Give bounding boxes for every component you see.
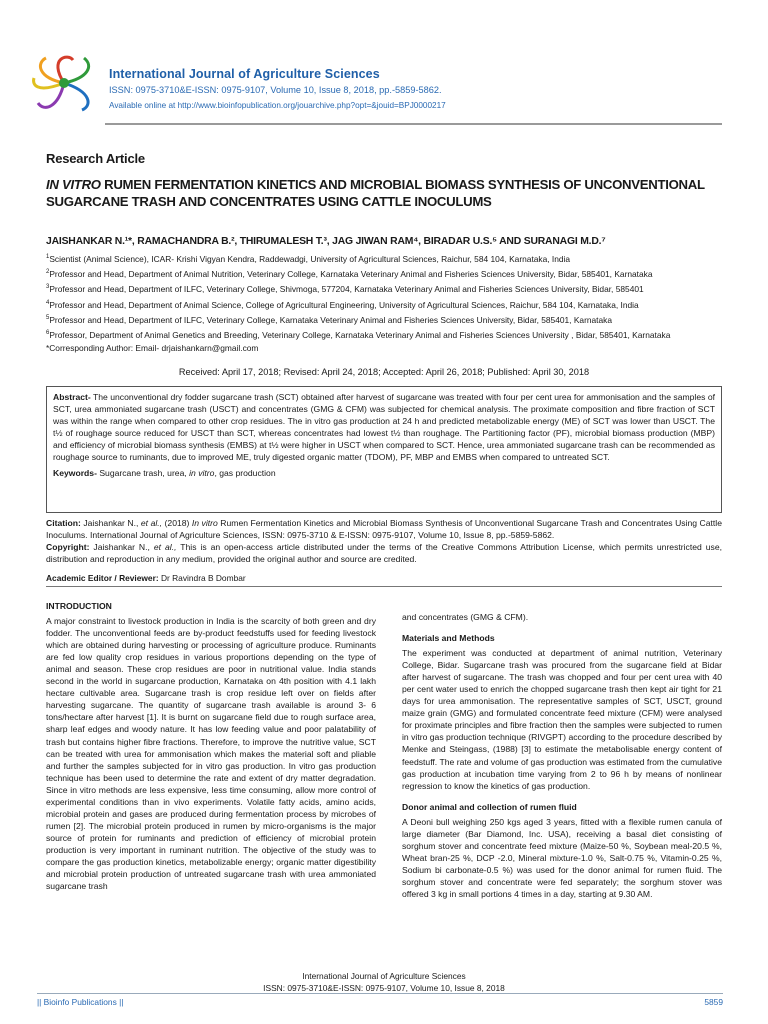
affiliation: $^6$Professor, Department of Animal Genetics and Breeding, Veterinary College, Karnataka Veterinary Animal and Fisheries Sciences University , Bidar, 585401, Karnataka (46, 329, 671, 340)
publication-dates: Received: April 17, 2018; Revised: April 24, 2018; Accepted: April 26, 2018; Published: April 30, 2018 (178, 367, 590, 377)
donor-animal-heading: Donor animal and collection of rumen fluid (402, 801, 577, 812)
article-title-italic: IN VITRO (46, 177, 101, 192)
abstract: Abstract- The unconventional dry fodder sugarcane trash (SCT) obtained after harvest of sugarcane was treated with four per cent urea for ammonisation and the samples of SCT, urea ammoniated sugarcane trash (USCT) and concentrates (GMG & CFM) was subjected for chemical analysis. The proximate composition and fibre fraction of SCT was within the range when compared to other crop residues. The in vitro gas production at 24 h and predicted metabolizable energy (ME) of SCT was lower than USCT. The t½ of roughage source reduced for USCT than SCT, whereas concentrates had lowest t½ than roughage. The Partitioning factor (PF), microbial biomass production (MBP) and efficiency of microbial biomass synthesis (EMBS) at t½ were higher in USCT when compared to SCT. Hence, urea ammoniated sugarcane trash can be recommended as roughage source to ruminants, due to improved ME, truly digested organic matter (TDOM), PF, MBP and EMBS when compared to untreated SCT. (53, 392, 715, 462)
materials-methods-heading: Materials and Methods (402, 633, 495, 644)
citation-block (46, 517, 722, 565)
affiliations (46, 251, 736, 356)
footer-journal: International Journal of Agriculture Sciences (302, 971, 466, 981)
corresponding-author: *Corresponding Author: Email- drjaishankarn@gmail.com (46, 343, 259, 354)
left-column (46, 600, 376, 892)
article-title-rest: RUMEN FERMENTATION KINETICS AND MICROBIAL BIOMASS SYNTHESIS OF UNCONVENTIONAL SUGARCANE TRASH AND CONCENTRATES USING CATTLE INOCULUMS (46, 177, 705, 209)
article-title (46, 176, 726, 210)
header-rule (105, 123, 722, 125)
affiliation: $^5$Professor and Head, Department of ILFC, Veterinary College, Karnataka Veterinary Animal and Fisheries Sciences University, Bidar, 585401, Karnataka (46, 314, 612, 325)
right-column (402, 611, 722, 900)
page-footer (0, 970, 768, 994)
citation: Citation: Jaishankar N., et al., (2018) In vitro Rumen Fermentation Kinetics and Microbial Biomass Synthesis of Unconventional Sugarcane Trash and Concentrates Using Cattle Inoculums. International Journal of Agriculture Sciences, ISSN: 0975-3710 & E-ISSN: 0975-9107, Volume 10, Issue 8, pp.-5859-5862. (46, 518, 722, 540)
affiliation: $^2$Professor and Head, Department of Animal Nutrition, Veterinary College, Karnataka Veterinary Animal and Fisheries Sciences University, Bidar, 585401, Karnataka (46, 269, 653, 279)
affiliation: $^4$Professor and Head, Department of Animal Science, College of Agricultural Engineering, University of Agricultural Sciences, Raichur, 584 104, Karnataka, India (46, 299, 639, 310)
page-number: 5859 (704, 997, 723, 1007)
intro-continuation: and concentrates (GMG & CFM). (402, 612, 529, 622)
journal-logo (28, 48, 100, 118)
section-rule (46, 586, 722, 587)
materials-methods-body: The experiment was conducted at department of animal nutrition, Veterinary College, Bidar. Sugarcane trash was procured from the sugarcane field at Bidar after harvest of sugarcane. The trash was chopped and four per cent urea with 40 per cent water used to enrich the chopped sugarcane trash then kept air tight for 21 days for urea ammonisation. The representative samples of SCT, USCT, ground maize grain (GMG) and formulated concentrate feed mixture (CFM) were analysed for proximate principles and fibre fraction then the samples were subjected to rumen in vitro gas production technique (RIVGPT) according to the procedure described by Menke and Steingass, (1988) [3] to estimate the metabolisable energy content of feedstuff. The rate and volume of gas production was estimated from the cumulative gas production at incubation time varying from 2 to 96 h by means of nonlinear regression to know the kinetics of gas production. (402, 648, 722, 791)
journal-online-link[interactable]: Available online at http://www.bioinfopublication.org/jouarchive.php?opt=&jouid=BPJ0000217 (109, 101, 446, 110)
intro-body: A major constraint to livestock production in India is the scarcity of both green and dry fodder. The unconventional feeds are by-product feedstuffs used for feeding livestock which are obtained during harvesting or processing of agriculture produce. Ruminants are fed low quality crop residues in various proportions depending on the type of animal and season. These crop residues are poor in nutritional value. India stands second in the world in sugarcane production, Karnataka on 4th position with 4.1 lakh hectare cultivable area. Sugarcane trash is crop residue left over on fields after harvesting sugarcane. The quantity of sugarcane trash available is around 3- 6 tons/hectare after harvest [1]. It is burnt on sugarcane field due to rough surface area, sharp leaf edges and woody nature. It has low feeding value and poor palatability of trash but contains higher fibre fractions. Therefore, to improve the nutritive value, SCT can be treated with urea for ammonisation which makes the material soft and pliable and further the samples subjected for in vitro gas production. In vitro gas production technique has been used to determine the rate and extent of dry matter degradation. Since in vitro methods are less expensive, less time consuming, allow more control of experimental conditions than in vivo experiments. Volatile fatty acids, amino acids, microbial protein and gases are produced during fermentation process by microbes of rumen [2]. The microbial protein produced in rumen by micro-organisms is the major source of protein for ruminants and prediction of efficiency of microbial protein production is very important in ruminant nutrition. The objective of the study was to compare the gas production kinetics, metabolizable energy; organic matter digestibility and microbial protein production of untreated sugarcane trash with urea ammoniated sugarcane trash (46, 616, 376, 892)
journal-issn: ISSN: 0975-3710&E-ISSN: 0975-9107, Volume 10, Issue 8, 2018, pp.-5859-5862. (109, 85, 442, 95)
footer-issn: ISSN: 0975-3710&E-ISSN: 0975-9107, Volume 10, Issue 8, 2018 (263, 983, 505, 993)
donor-animal-body: A Deoni bull weighing 250 kgs aged 3 years, fitted with a flexible rumen canula of large diameter (Bar Diamond, Inc. USA), receiving a basal diet consisting of sorghum stover and concentrate feed mixture (Maize-50 %, Soybean meal-20.5 %, Wheat bran-25 %, DCP -2.0, Mineral mixture-1.0 %, Salt-0.75 %, Vitamin-0.25 %, Sodium bi carbonate-0.5 %) was used for the donor animal for rumen fluid. The sorghum stover and concentrate were fed separately; the sorghum stover was offered 3 kg in small portions 4 times in a day, starting at 9.30 AM. (402, 816, 722, 899)
copyright: Copyright: Jaishankar N., et al., This is an open-access article distributed under the terms of the Creative Commons Attribution License, which permits unrestricted use, distribution and reproduction in any medium, provided the original author and source are credited. (46, 542, 722, 564)
footer-publisher: || Bioinfo Publications || (37, 997, 124, 1007)
academic-editor: Academic Editor / Reviewer: Dr Ravindra B Dombar (46, 573, 246, 583)
authors: JAISHANKAR N.¹*, RAMACHANDRA B.², THIRUMALESH T.³, JAG JIWAN RAM⁴, BIRADAR U.S.⁵ AND SURANAGI M.D.⁷ (46, 236, 606, 247)
intro-heading: INTRODUCTION (46, 601, 112, 611)
article-type: Research Article (46, 151, 145, 166)
affiliation: $^1$Scientist (Animal Science), ICAR- Krishi Vigyan Kendra, Raddewadgi, University of Agricultural Sciences, Raichur, 584 104, Karnataka, India (46, 253, 571, 264)
abstract-box (46, 386, 722, 513)
journal-title: International Journal of Agriculture Sciences (109, 67, 380, 81)
affiliation: $^3$Professor and Head, Department of ILFC, Veterinary College, Shivmoga, 577204, Karnataka Veterinary Animal and Fisheries Sciences University, Bidar, 585401 (46, 284, 644, 295)
footer-rule (37, 993, 723, 994)
keywords: Keywords- Sugarcane trash, urea, in vitro, gas production (53, 468, 276, 478)
